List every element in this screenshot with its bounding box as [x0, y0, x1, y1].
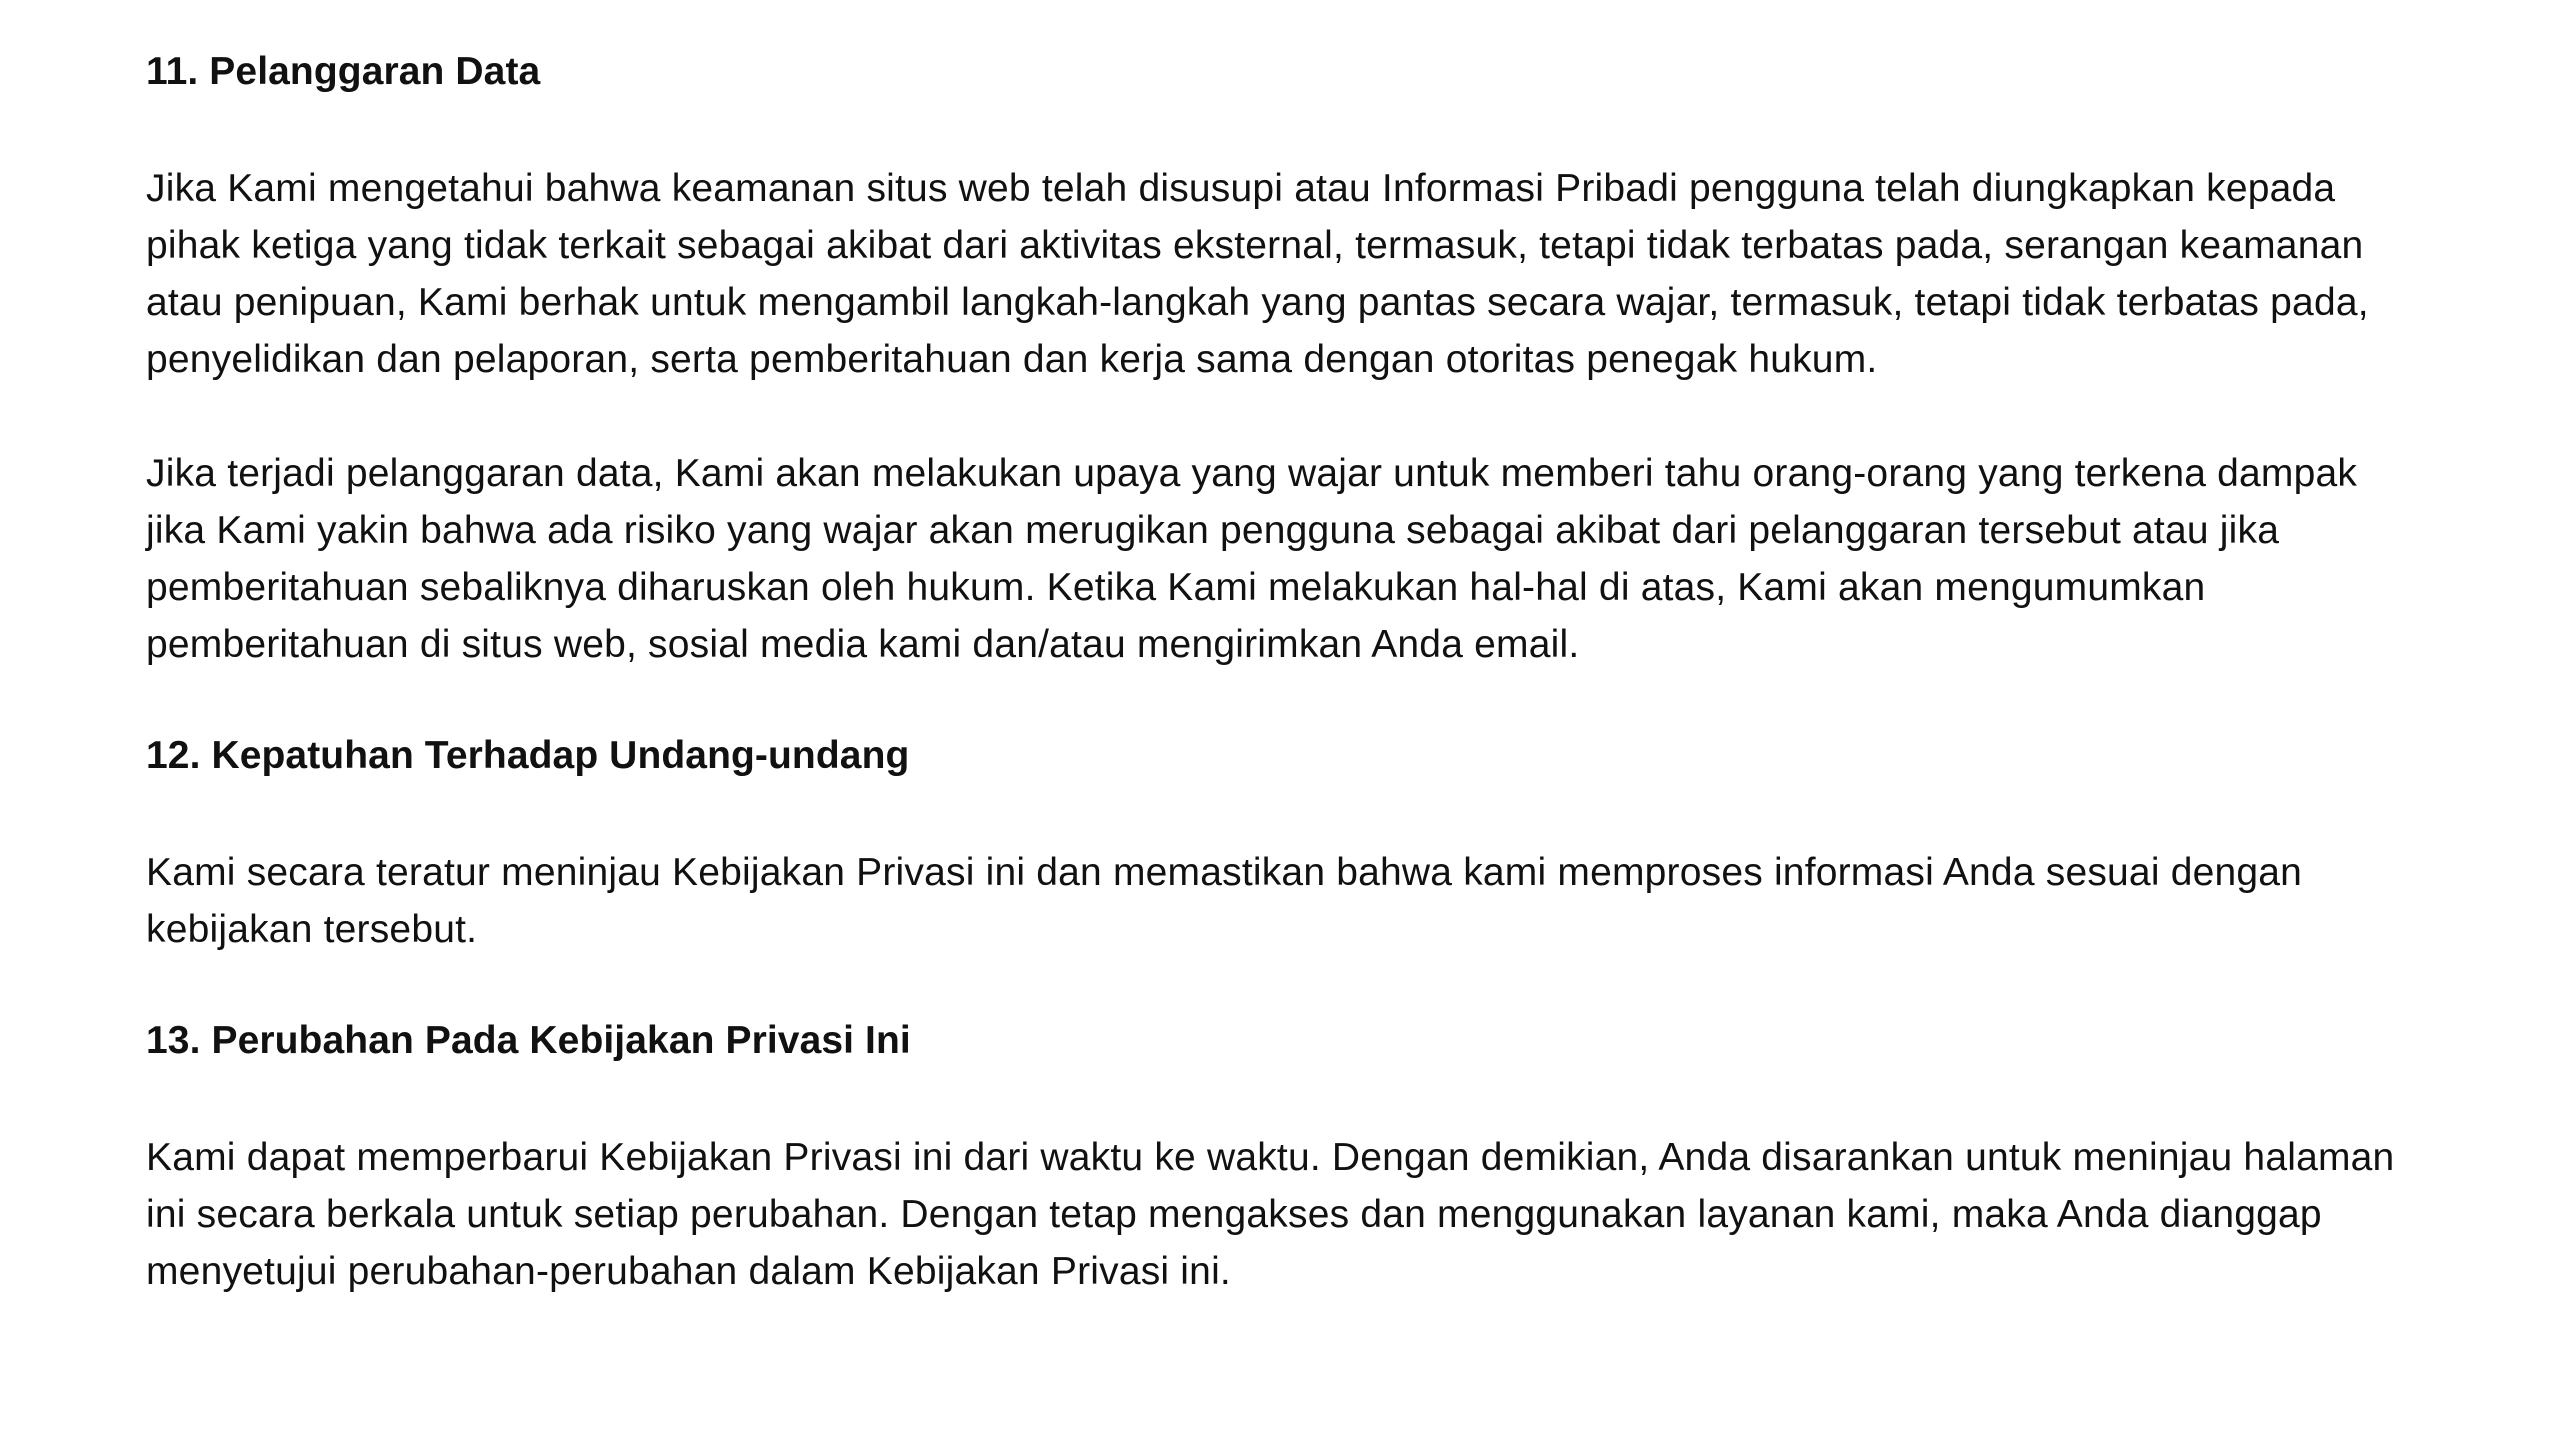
section-heading-data-breach: 11. Pelanggaran Data [146, 50, 541, 93]
section-paragraph: Jika terjadi pelanggaran data, Kami akan melakukan upaya yang wajar untuk memberi tahu orang-orang yang terkena dampak jika Kami yakin bahwa ada risiko yang wajar akan merugikan pengguna sebagai akibat dari pelanggaran tersebut atau jika pemberitahuan sebaliknya diharuskan oleh hukum. Ketika Kami melakukan hal-hal di atas, Kami akan mengumumkan pemberitahuan di situs web, sosial media kami dan/atau mengirimkan Anda email. [146, 452, 2358, 666]
policy-content [146, 46, 2401, 1300]
section-heading-legal-compliance: 12. Kepatuhan Terhadap Undang-undang [146, 734, 910, 777]
section-paragraph: Kami secara teratur meninjau Kebijakan Privasi ini dan memastikan bahwa kami memproses informasi Anda sesuai dengan kebijakan tersebut. [146, 851, 2303, 951]
section-paragraph: Kami dapat memperbarui Kebijakan Privasi ini dari waktu ke waktu. Dengan demikian, Anda disarankan untuk meninjau halaman ini secara berkala untuk setiap perubahan. Dengan tetap mengakses dan menggunakan layanan kami, maka Anda dianggap menyetujui perubahan-perubahan dalam Kebijakan Privasi ini. [146, 1136, 2395, 1293]
section-paragraph: Jika Kami mengetahui bahwa keamanan situs web telah disusupi atau Informasi Pribadi pengguna telah diungkapkan kepada pihak ketiga yang tidak terkait sebagai akibat dari aktivitas eksternal, termasuk, tetapi tidak terbatas pada, serangan keamanan atau penipuan, Kami berhak untuk mengambil langkah-langkah yang pantas secara wajar, termasuk, tetapi tidak terbatas pada, penyelidikan dan pelaporan, serta pemberitahuan dan kerja sama dengan otoritas penegak hukum. [146, 167, 2369, 381]
section-heading-policy-changes: 13. Perubahan Pada Kebijakan Privasi Ini [146, 1019, 911, 1062]
